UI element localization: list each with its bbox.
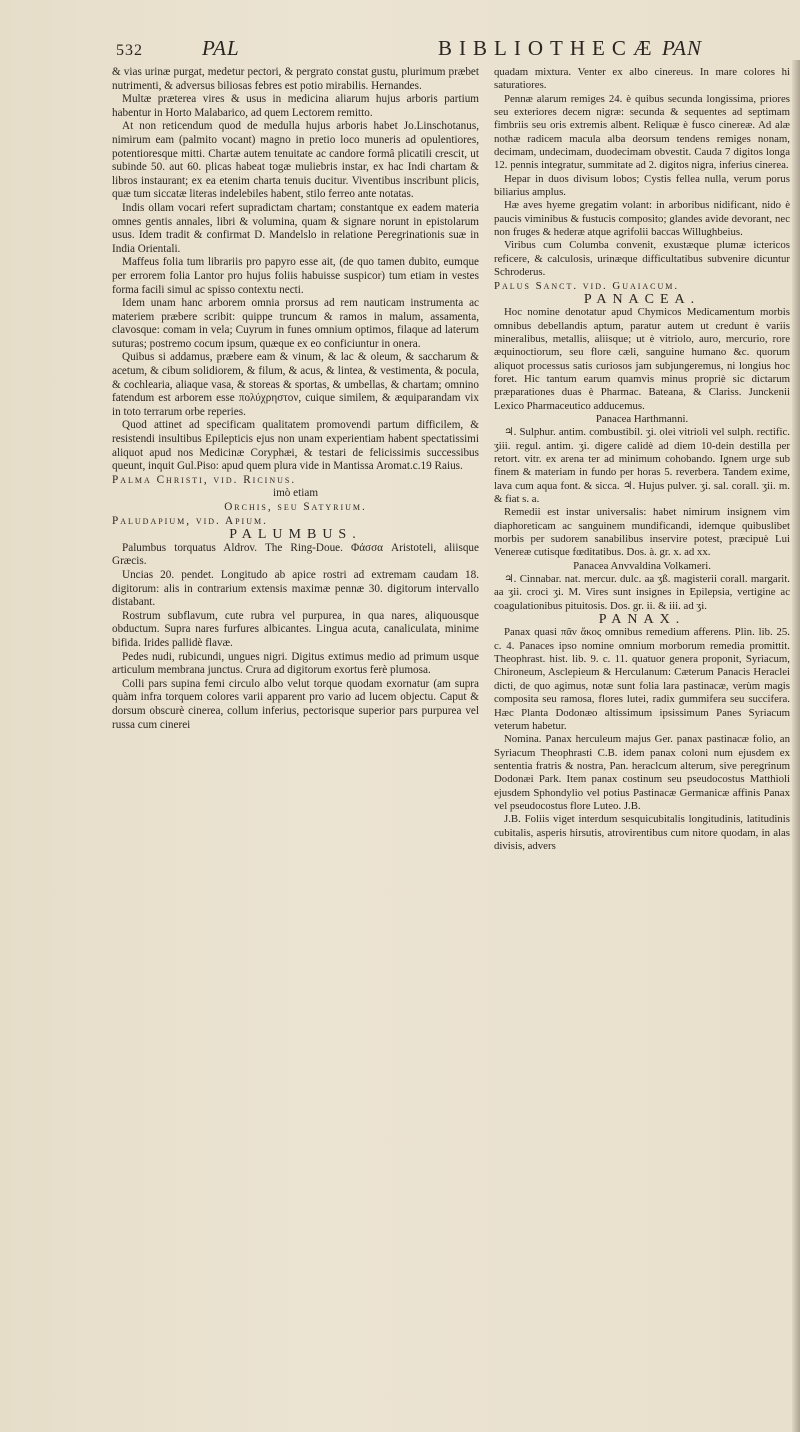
header-right-word: PAN [662, 36, 702, 60]
paragraph: Pennæ alarum remiges 24. è quibus secunda longissima, priores seu exteriores decem nigræ: secunda & sequentes ad septimam fimbriis seu oris extremis albent. Reliquæ è fusco cinereæ. Ad alæ nothæ radicem macula alba deorsum tendens remiges nonam, decimam, undecimam, duodecimam obvestit. Cauda 7 digitos longa 12. pennis integratur, summitate ad 2. digitos nigra, inferius cinerea. [494, 92, 790, 172]
paragraph: Remedii est instar universalis: habet nimirum insignem vim diaphoreticam ac sanguinem mundificandi, idemque quibuslibet morbis per sudorem sanabilibus inservire potest, præcipuè Lui Venereæ cutisque fœditatibus. Dos. à. gr. x. ad xx. [494, 506, 790, 559]
page-edge-shadow [792, 60, 800, 1432]
header-left-word: PAL [202, 36, 240, 60]
right-column [494, 66, 790, 1412]
paragraph: Rostrum subflavum, cute rubra vel purpurea, in qua nares, aliquousque obductum. Supra nares furfures albicantes. Lingua acuta, canaliculata, minime bifida. Irides pallidè flavæ. [112, 609, 479, 649]
paragraph: Idem unam hanc arborem omnia prorsus ad rem nauticam instrumenta ac materiem præbere scribit: quippe truncum & ramos in malum, assamenta, clavosque: comam in vela; Cuyrum in funes omnium optimos, filaque ad laterum suturas; postremo cocum ipsum, quæque ex eo conficiuntur in onera. [112, 297, 479, 350]
paragraph: Quibus si addamus, præbere eam & vinum, & lac & oleum, & saccharum & acetum, & cibum solidiorem, & filum, & acus, & lintea, & vestimenta, & pocula, & cochlearia, aliaque vasa, & storeas & sportas, & umbellas, & chartam; omnino fatendum est arborem esse πολύχρηστον, cuique similem, & æquiparandam vix in toto terrarum orbe reperies. [112, 351, 479, 418]
paragraph: & vias urinæ purgat, medetur pectori, & pergrato constat gustu, plurimum præbet nutrimenti, & adversus biliosas febres est potio mirabilis. Hernandes. [112, 66, 479, 92]
subheading-volkameri: Panacea Anvvaldina Volkameri. [573, 559, 711, 572]
entry-heading-panacea: PANACEA. [583, 291, 701, 307]
paragraph: Hæ aves hyeme gregatim volant: in arboribus nidificant, nido è paucis viminibus & fustucis composito; glandes avide devorant, nec non fruges & hederæ atque agrifolii baccas Willughbeius. [494, 199, 790, 239]
cross-reference-paludapium: Paludapium, vid. Apium. [112, 514, 268, 527]
paragraph: Panax quasi πᾶν ἄκος omnibus remedium afferens. Plin. lib. 25. c. 4. Panaces ipso nomine omnium morborum remedia promittit. Theophrast. hist. lib. 9. c. 11. quatuor genera proponit, Syriacum, Chironeum, Asclepieum & Herculanum: Cæterum Panacis Heraclei dicti, de quo agimus, notæ sunt folia lara pastinacæ, verùm magis composita seu ramosa, flores lutei, radix gummifera seu succifera. Hæc Planta Dodonæo altissimum ipsissimum Panes Syriacum veterum habetur. [494, 626, 790, 732]
paragraph: Hepar in duos divisum lobos; Cystis fellea nulla, verum porus biliarius amplus. [494, 172, 790, 199]
paragraph: quadam mixtura. Venter ex albo cinereus. In mare colores hi saturatiores. [494, 66, 790, 92]
cross-reference-connector: imò etiam [272, 487, 319, 500]
paragraph: At non reticendum quod de medulla hujus arboris habet Jo.Linschotanus, nimirum eam (palmito vocant) magno in pretio loco muneris ad opulentiores, potentioresque mitti. Chartæ autem tenuitate ac candore formâ plicatili crescit, ut subinde 50. aut 60. plicas habeat togæ muliebris instar, ex hac Indi chartam & libros instaurant; ex ea etenim charta tenuis ducitur. Viventibus inscribunt plicis, quæ tum siccatæ literas indelebiles habent, stilo ferreo ante notatas. [112, 120, 479, 201]
paragraph: Pedes nudi, rubicundi, ungues nigri. Digitus extimus medio ad primum usque articulum membrana junctus. Crura ad digitorum exortus ferè plumosa. [112, 650, 479, 677]
paragraph: Colli pars supina femi circulo albo velut torque quodam exornatur (am supra quàm infra torquem colores varii apparent pro vario ad lucem objectu. Caput & dorsum obscurè cinerea, collum inferius, pectorisque superior pars purpurea vel russa cum cinerei [112, 677, 479, 731]
page-number: 532 [116, 42, 143, 59]
paragraph: J.B. Foliis viget interdum sesquicubitalis longitudinis, latitudinis cubitalis, asperis hirsutis, atrovirentibus cum nitore quodam, in alas divisis, advers [494, 813, 790, 852]
cross-reference-palus: Palus Sanct. vid. Guaiacum. [494, 279, 680, 292]
running-header [116, 36, 784, 62]
paragraph: Uncias 20. pendet. Longitudo ab apice rostri ad extremam caudam 18. digitorum: alis in contrarium extensis maximæ pennæ 30. digitorum intervallo distabant. [112, 568, 479, 609]
left-column [112, 66, 479, 1412]
paragraph: Viribus cum Columba convenit, exustæque plumæ ictericos reficere, & calculosis, urinæque difficultatibus subvenire dicuntur Schroderus. [494, 239, 790, 279]
header-title: BIBLIOTHECÆ [438, 36, 659, 60]
paragraph: Maffeus folia tum librariis pro papyro esse ait, (de quo tamen dubito, eumque per errorem folia Lantor pro hujus foliis habuisse suspicor) tum etiam in vestes forma facili simul ac spisso contextu necti. [112, 256, 479, 296]
paragraph: Hoc nomine denotatur apud Chymicos Medicamentum morbis omnibus debellandis aptum, paratur autem ut credunt è variis mineralibus, metallis, aliisque; ut è vitriolo, auro, mercurio, rore æquinoctiorum, seu flore cæli, sanguine humano &c. quorum aliquot processus satis curiosos jam subjungeremus, ni longius hoc foret. Hic tantum earum quamvis minus propriè sic dictarum præparationes duas è Pharmac. Bateana, & Clariss. Junckenii Lexico Pharmaceutico adducemus. [494, 306, 790, 412]
entry-heading-palumbus: PALUMBUS. [229, 527, 362, 543]
paragraph: Indis ollam vocari refert supradictam chartam; constantque ex eadem materia omnes gentis annales, libri & volumina, quam & signare norunt in epistolarum usus. Idem tradit & confirmat D. Mandelslo in relatione Peregrinationis suæ in India Orientali. [112, 201, 479, 255]
cross-reference-orchis: Orchis, seu Satyrium. [224, 501, 367, 513]
entry-heading-panax: PANAX. [598, 612, 686, 628]
paragraph: ♃. Sulphur. antim. combustibil. ʒi. olei vitrioli vel sulph. rectific. ʒiii. regul. antim. ʒi. digere calidè ad diem 10-dein destilla per retort. vitr. ex arena ter ad minimum cohobando. Ignem urge sub finem & materiam in fundo per horas 5. reverbera. Tandem exime, lava cum aqua font. & sicca. ♃. Hujus pulver. ʒi. sal. corall. ʒii. m. & fiat s. a. [494, 426, 790, 505]
paragraph: Palumbus torquatus Aldrov. The Ring-Doue. Φάσσα Aristoteli, aliisque Græcis. [112, 541, 479, 568]
paragraph: ♃. Cinnabar. nat. mercur. dulc. aa ʒß. magisterii corall. margarit. aa ʒii. croci ʒi. M. Vires sunt insignes in Epilepsia, vertigine ac coagulationibus pituitosis. Dos. gr. ii. & iii. ad ʒi. [494, 573, 790, 612]
paragraph: Multæ præterea vires & usus in medicina aliarum hujus arboris partium habentur in Horto Malabarico, ad quem Lectorem remitto. [112, 93, 479, 119]
paragraph: Quod attinet ad specificam qualitatem promovendi partum difficilem, & resistendi insultibus Epilepticis ejus non unam experientiam habent spectatissimi aliquot apud nos Medicinæ Coryphæi, & testari de felicissimis successibus queunt, inquit Gul.Piso: apud quem plura vide in Mantissa Aromat.c.19 Raius. [112, 419, 479, 473]
paragraph: Nomina. Panax herculeum majus Ger. panax pastinacæ folio, an Syriacum Theophrasti C.B. idem panax coloni num ejusdem ex sententia fratris & nostra, Pan. heraclcum alterum, sive peregrinum Dodonæi Park. Item panax costinum seu pseudocostus Matthioli ejusdem Sphondylio vel potius Pastinacæ Germanicæ affinis Panax vel pseudocostus flore Luteo. J.B. [494, 733, 790, 812]
subheading-harthmanni: Panacea Harthmanni. [595, 412, 689, 425]
cross-reference-palma: Palma Christi, vid. Ricinus. [112, 473, 297, 486]
